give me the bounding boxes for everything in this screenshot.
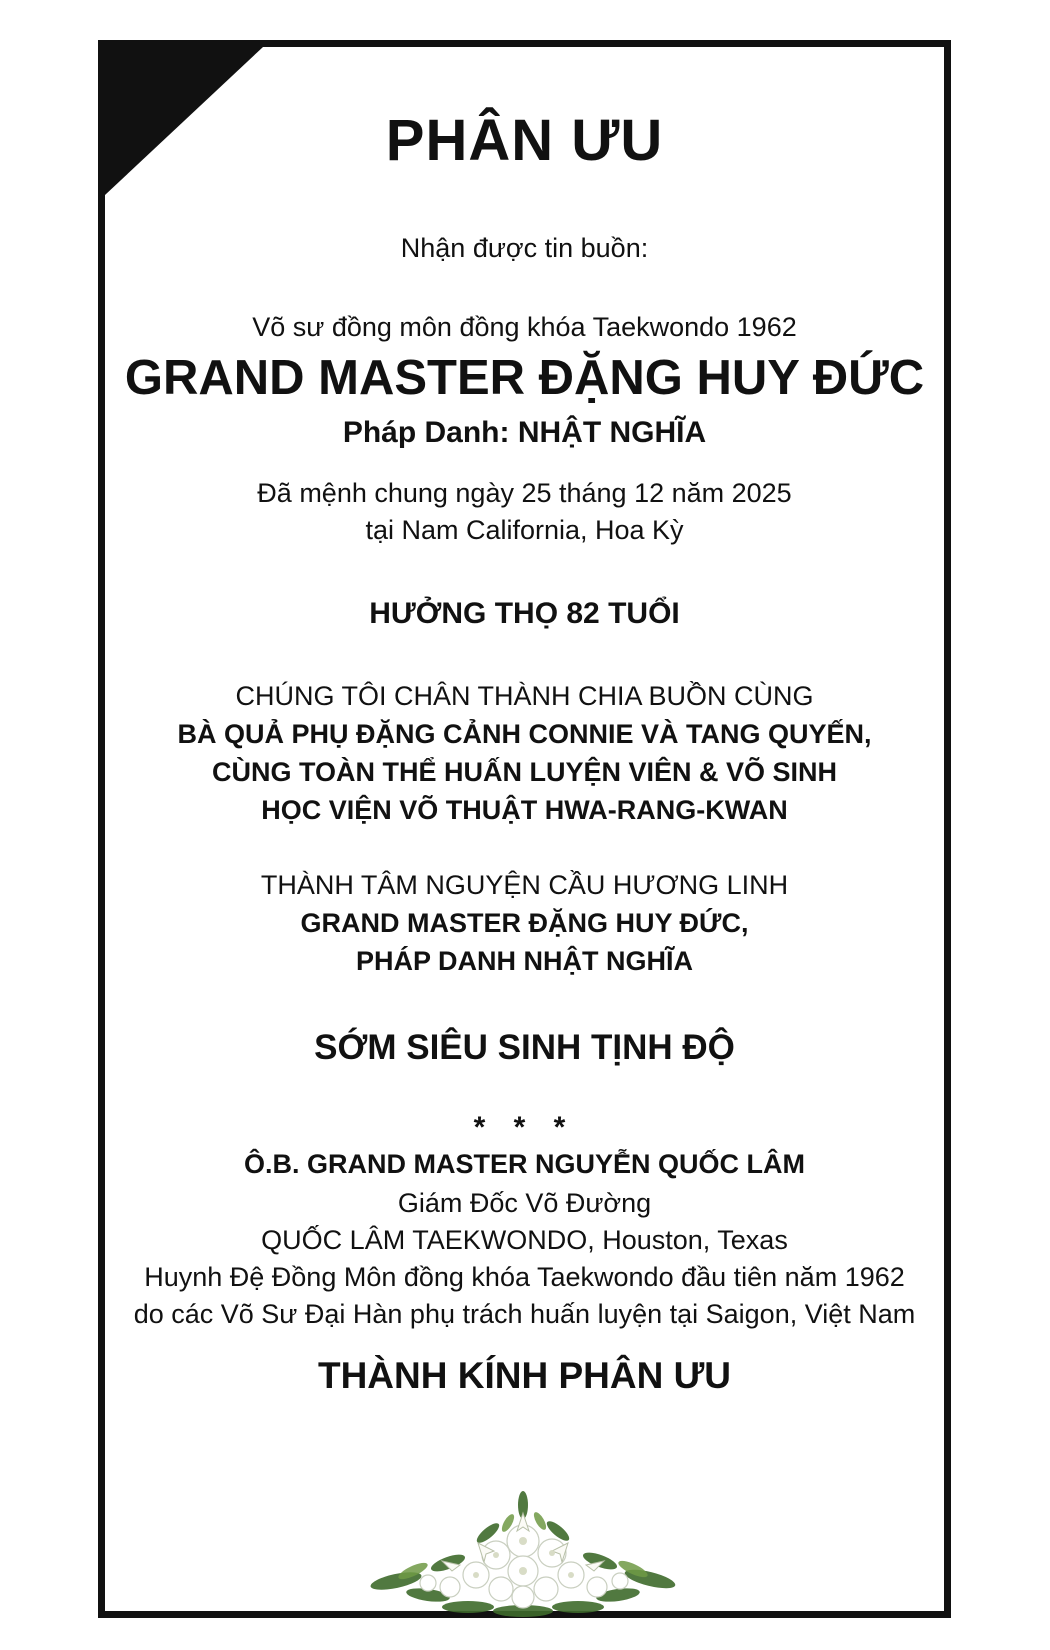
age-line: HƯỞNG THỌ 82 TUỔI xyxy=(369,597,680,630)
notice-frame xyxy=(98,40,951,1618)
sender-title: Giám Đốc Võ Đường xyxy=(397,1188,652,1218)
deceased-name: GRAND MASTER ĐẶNG HUY ĐỨC xyxy=(124,351,925,405)
condolence-line: HỌC VIỆN VÕ THUẬT HWA-RANG-KWAN xyxy=(261,795,788,825)
flower-arrangement-icon xyxy=(368,1483,678,1623)
passing-place: tại Nam California, Hoa Kỳ xyxy=(365,515,684,545)
relation-text: Võ sư đồng môn đồng khóa Taekwondo 1962 xyxy=(252,312,797,342)
intro-text: Nhận được tin buồn: xyxy=(400,233,649,263)
separator-stars: * * * xyxy=(473,1111,576,1144)
sender-name: Ô.B. GRAND MASTER NGUYỄN QUỐC LÂM xyxy=(243,1149,805,1179)
sender-note: Huynh Đệ Đồng Môn đồng khóa Taekwondo đầu tiên năm 1962 xyxy=(144,1262,905,1292)
prayer-line: GRAND MASTER ĐẶNG HUY ĐỨC, xyxy=(300,908,749,938)
prayer-intro: THÀNH TÂM NGUYỆN CẦU HƯƠNG LINH xyxy=(260,870,789,900)
condolence-line: CÙNG TOÀN THỂ HUẤN LUYỆN VIÊN & VÕ SINH xyxy=(211,757,838,787)
sender-note: do các Võ Sư Đại Hàn phụ trách huấn luyện tại Saigon, Việt Nam xyxy=(133,1299,916,1329)
prayer-wish: SỚM SIÊU SINH TỊNH ĐỘ xyxy=(314,1028,735,1067)
condolence-intro: CHÚNG TÔI CHÂN THÀNH CHIA BUỒN CÙNG xyxy=(235,681,814,711)
prayer-line: PHÁP DANH NHẬT NGHĨA xyxy=(355,946,693,976)
condolence-line: BÀ QUẢ PHỤ ĐẶNG CẢNH CONNIE VÀ TANG QUYẾN, xyxy=(177,719,872,749)
sender-school: QUỐC LÂM TAEKWONDO, Houston, Texas xyxy=(261,1225,788,1255)
closing-line: THÀNH KÍNH PHÂN ƯU xyxy=(317,1355,732,1396)
passing-date: Đã mệnh chung ngày 25 tháng 12 năm 2025 xyxy=(257,478,792,508)
notice-title: PHÂN ƯU xyxy=(385,108,664,173)
dharma-name: Pháp Danh: NHẬT NGHĨA xyxy=(342,416,707,449)
